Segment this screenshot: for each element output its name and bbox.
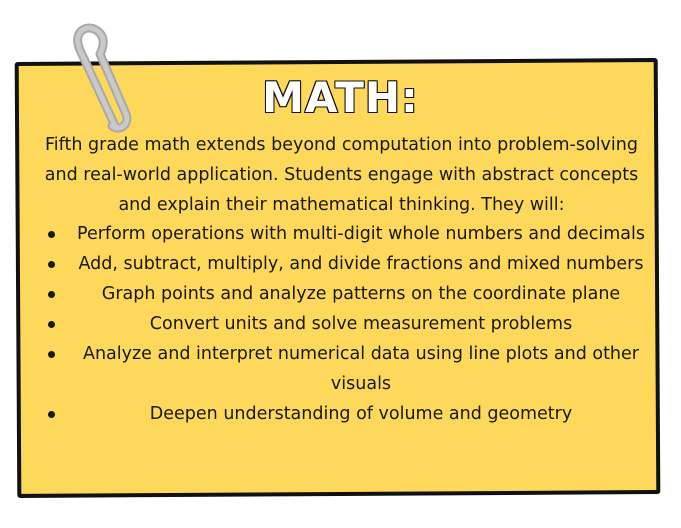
skills-list: [22, 219, 662, 429]
list-item-text: Convert units and solve measurement problems: [149, 314, 573, 334]
list-item: [22, 279, 662, 309]
bullet-icon: [48, 291, 55, 298]
intro-paragraph: Fifth grade math extends beyond computation into problem-solving and real-world application. Students engage with abstract concepts and explain their mathematical thinking. They will:: [44, 135, 639, 215]
list-item-text: Add, subtract, multiply, and divide fractions and mixed numbers: [78, 254, 644, 274]
list-item: [22, 249, 662, 279]
list-item-text: Graph points and analyze patterns on the coordinate plane: [101, 284, 621, 304]
list-item: [22, 309, 662, 339]
bullet-icon: [48, 351, 55, 358]
bullet-icon: [48, 231, 55, 238]
list-item-text: Analyze and interpret numerical data using line plots and other visuals: [82, 344, 639, 394]
bullet-icon: [48, 321, 55, 328]
bullet-icon: [48, 261, 55, 268]
list-item: [22, 339, 662, 399]
bullet-icon: [48, 411, 55, 418]
list-item: [22, 219, 662, 249]
list-item: [22, 399, 662, 429]
page-title: MATH:: [262, 73, 419, 122]
list-item-text: Perform operations with multi-digit whole numbers and decimals: [77, 224, 645, 244]
list-item-text: Deepen understanding of volume and geometry: [149, 404, 573, 424]
